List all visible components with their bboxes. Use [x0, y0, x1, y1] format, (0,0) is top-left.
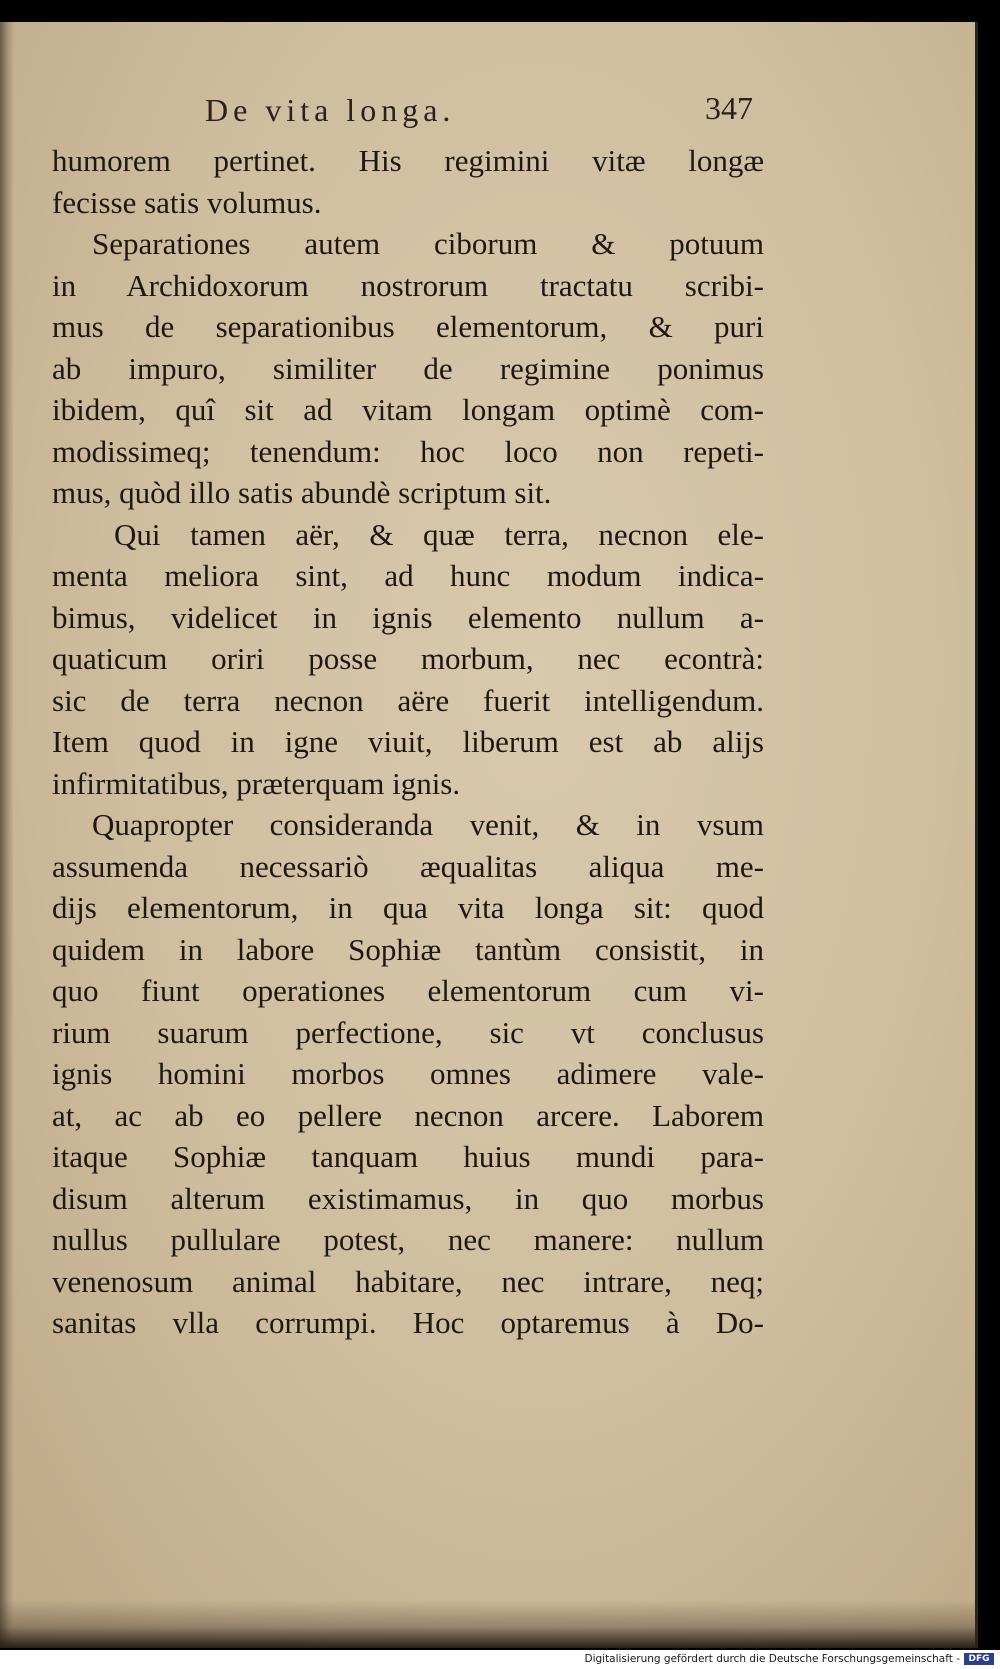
text-line: nullus pullulare potest, nec manere: nullum	[52, 1222, 764, 1257]
text-line: bimus, videlicet in ignis elemento nullum a-	[52, 599, 764, 635]
text-line: modissimeq; tenendum: hoc loco non repeti-	[52, 433, 764, 469]
text-line: dijs elementorum, in qua vita longa sit: quod	[52, 890, 764, 925]
text-line: menta meliora sint, ad hunc modum indica-	[52, 558, 764, 593]
text-line: ignis homini morbos omnes adimere vale-	[52, 1056, 764, 1091]
text-line: quaticum oriri posse morbum, nec econtrà:	[52, 641, 764, 676]
text-line: humorem pertinet. His regimini vitæ longæ	[52, 143, 764, 178]
text-line: Separationes autem ciborum & potuum	[92, 226, 764, 261]
body-text	[52, 140, 764, 1344]
text-line: disum alterum existimamus, in quo morbus	[52, 1180, 764, 1216]
text-line: sanitas vlla corrumpi. Hoc optaremus à Do-	[52, 1305, 764, 1340]
text-line: Quapropter considerandа venit, & in vsum	[92, 807, 764, 842]
text-line: quo fiunt operationes elementorum cum vi-	[52, 973, 764, 1008]
text-line: fecisse satis volumus.	[52, 184, 322, 220]
text-line: quidem in labore Sophiæ tantùm consistit, in	[52, 931, 764, 967]
page-number: 347	[705, 90, 753, 126]
text-line: assumenda necessariò æqualitas aliqua me-	[52, 848, 764, 884]
page-bottom-edge	[0, 1600, 978, 1648]
text-line: at, ac ab eo pellere necnon arcere. Laborem	[52, 1097, 764, 1133]
page-gutter	[0, 22, 14, 1648]
text-line: sic de terra necnon aëre fuerit intelligendum.	[52, 682, 764, 718]
text-line: infirmitatibus, præterquam ignis.	[52, 765, 461, 801]
running-head: De vita longa.	[205, 92, 456, 128]
digitization-footer	[0, 1650, 1000, 1669]
text-line: ibidem, quî sit ad vitam longam optimè com-	[52, 392, 764, 427]
text-line: mus de separationibus elementorum, & puri	[52, 309, 764, 344]
text-line: itaque Sophiæ tanquam huius mundi para-	[52, 1139, 764, 1174]
footer-credit: Digitalisierung gefördert durch die Deutsche Forschungsgemeinschaft -	[584, 1653, 960, 1665]
text-line: in Archidoxorum nostrorum tractatu scribi-	[52, 267, 764, 303]
text-line: venenosum animal habitare, nec intrare, neq;	[52, 1263, 764, 1299]
text-line: Item quod in igne viuit, liberum est ab alijs	[52, 724, 764, 759]
text-line: mus, quòd illo satis abundè scriptum sit.	[52, 475, 552, 510]
text-line: ab impuro, similiter de regimine ponimus	[52, 350, 764, 386]
dfg-logo: DFG	[964, 1653, 994, 1665]
text-line: rium suarum perfectione, sic vt conclusus	[52, 1014, 764, 1050]
text-line: Qui tamen aër, & quæ terra, necnon ele-	[114, 516, 764, 552]
